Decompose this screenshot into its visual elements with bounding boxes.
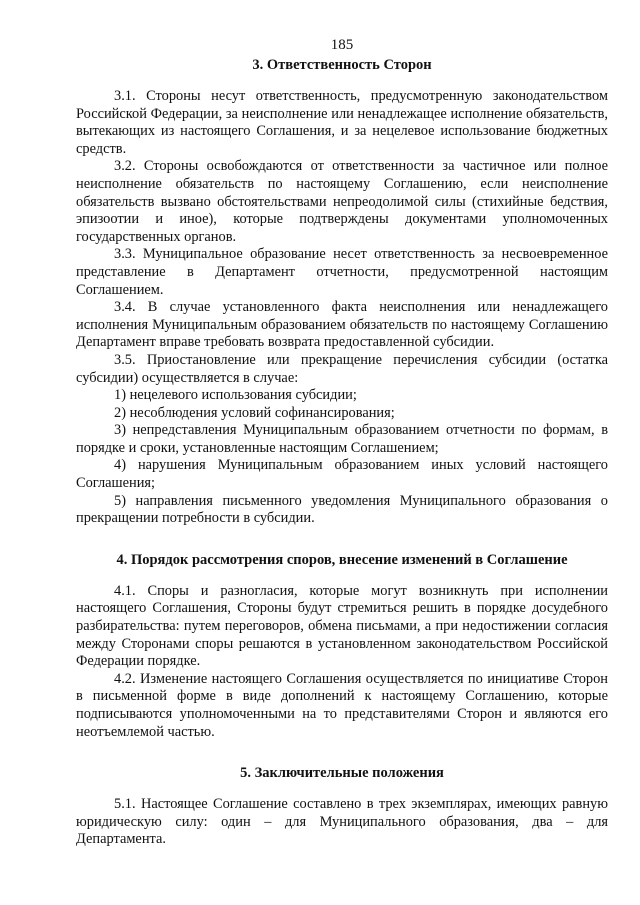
paragraph-3-2: 3.2. Стороны освобождаются от ответственности за частичное или полное неисполнение обязательств по настоящему Соглашению, если неисполнение обязательств вызвано обстоятельствами непреодолимой силы (стихийные бедствия, эпизоотии и иное), которые подтверждены документами уполномоченных государственных органов. bbox=[76, 158, 608, 245]
section-responsibility bbox=[76, 56, 608, 528]
paragraph-4-2: 4.2. Изменение настоящего Соглашения осуществляется по инициативе Сторон в письменной форме в виде дополнений к настоящему Соглашению, которые подписываются уполномоченными на то представителями Сторон и являются его неотъемлемой частью. bbox=[76, 670, 608, 740]
paragraph-3-1: 3.1. Стороны несут ответственность, предусмотренную законодательством Российской Федерации, за неисполнение или ненадлежащее исполнение обязательств, вытекающих из настоящего Соглашения, и за нецелевое использование бюджетных средств. bbox=[76, 88, 608, 157]
section-disputes bbox=[76, 551, 608, 741]
paragraph-4-1: 4.1. Споры и разногласия, которые могут возникнуть при исполнении настоящего Соглашения, Стороны будут стремиться решить в порядке досудебного разбирательства: путем переговоров, обмена письмами, а при недостижении согласия между Сторонами споры решаются в установленном законодательством Российской Федерации порядке. bbox=[76, 582, 608, 670]
section-final-provisions bbox=[76, 764, 608, 849]
paragraph-5-1: 5.1. Настоящее Соглашение составлено в трех экземплярах, имеющих равную юридическую силу: один – для Муниципального образования, два – для Департамента. bbox=[76, 796, 608, 848]
list-item-2: 2) несоблюдения условий софинансирования; bbox=[114, 404, 395, 421]
list-item-1: 1) нецелевого использования субсидии; bbox=[114, 387, 357, 404]
section-heading: 3. Ответственность Сторон bbox=[252, 57, 432, 73]
list-item-5: 5) направления письменного уведомления Муниципального образования о прекращении потребности в субсидии. bbox=[76, 492, 608, 527]
paragraph-3-3: 3.3. Муниципальное образование несет ответственность за несвоевременное представление в Департамент отчетности, предусмотренной настоящим Соглашением. bbox=[76, 246, 608, 298]
section-heading: 4. Порядок рассмотрения споров, внесение изменений в Соглашение bbox=[116, 551, 568, 568]
section-heading: 5. Заключительные положения bbox=[240, 765, 444, 782]
page-number: 185 bbox=[330, 37, 354, 53]
list-item-4: 4) нарушения Муниципальным образованием иных условий настоящего Соглашения; bbox=[76, 457, 608, 492]
paragraph-3-5: 3.5. Приостановление или прекращение перечисления субсидии (остатка субсидии) осуществляется в случае: bbox=[76, 351, 608, 386]
paragraph-3-4: 3.4. В случае установленного факта неисполнения или ненадлежащего исполнения Муниципальным образованием обязательств по настоящему Соглашению Департамент вправе требовать возврата предоставленной субсидии. bbox=[76, 299, 608, 351]
list-item-3: 3) непредставления Муниципальным образованием отчетности по формам, в порядке и сроки, установленные настоящим Соглашением; bbox=[76, 422, 608, 456]
